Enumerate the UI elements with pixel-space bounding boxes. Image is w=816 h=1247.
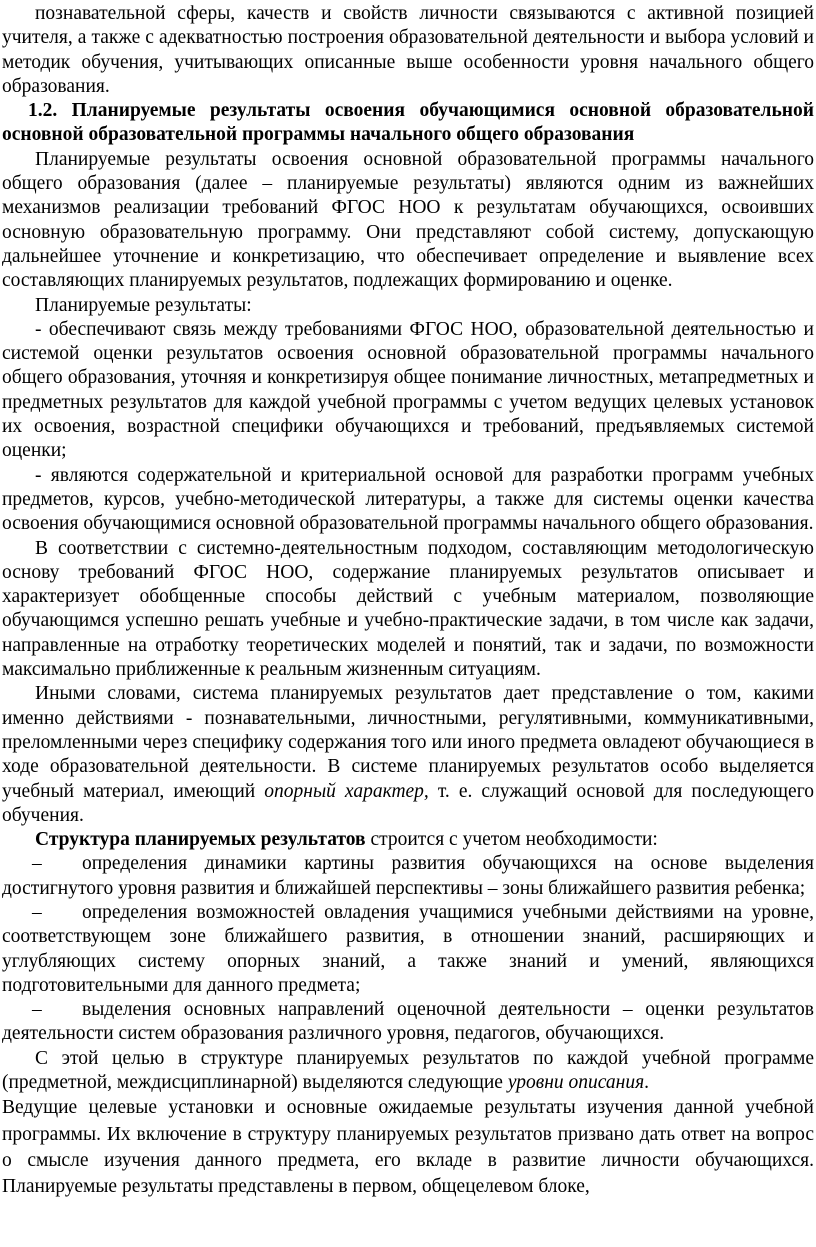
- paragraph-7: [2, 828, 814, 852]
- paragraph-6-text-a: Иными словами, система планируемых результатов дает представление о том, какими именно действиями - познавательными, личностными, регулятивными, коммуникативными, преломленными через специфику содержания того или иного предмета овладеют обучающиеся в ходе образовательной деятельности. В системе планируемых результатов особо выделяется учебный материал, имеющий: [2, 683, 814, 802]
- tail-paragraph: Ведущие целевые установки и основные ожидаемые результаты изучения данной учебной программы. Их включение в структуру планируемых результатов призвано дать ответ на вопрос о смысле изучения данного предмета, его вкладе в развитие личности обучающихся. Планируемые результаты представлены в первом, общецелевом блоке,: [2, 1097, 814, 1198]
- structure-bold: Структура планируемых результатов: [35, 829, 366, 851]
- paragraph-6-text-b: т. е. служащий основой для последующего обучения.: [2, 780, 814, 826]
- dash-item-3-text: выделения основных направлений оценочной деятельности – оценки результатов деятельности систем образования различного уровня, педагогов, обучающихся.: [2, 999, 814, 1045]
- intro-paragraph: познавательной сферы, качеств и свойств личности связываются с активной позицией учителя, а также с адекватностью построения образовательной деятельности и выбора условий и методик обучения, учитывающих описанные выше особенности уровня начального общего образования.: [2, 3, 814, 97]
- paragraph-7-rest: строится с учетом необходимости:: [365, 829, 658, 851]
- dash-mark: –: [32, 999, 42, 1021]
- dash-mark: –: [32, 901, 42, 923]
- paragraph-6-emphasis: опорный характер,: [264, 780, 429, 802]
- dash-item-1: [2, 852, 814, 901]
- section-heading: 1.2. Планируемые результаты освоения обучающимися основной образовательной основной образовательной программы начального общего образования: [2, 100, 814, 146]
- paragraph-1: Планируемые результаты освоения основной образовательной программы начального общего образования (далее – планируемые результаты) являются одним из важнейших механизмов реализации требований ФГОС НОО к результатам обучающихся, освоивших основную образовательную программу. Они представляют собой систему, допускающую дальнейшее уточнение и конкретизацию, что обеспечивает определение и выявление всех составляющих планируемых результатов, подлежащих формированию и оценке.: [2, 148, 814, 292]
- paragraph-2: Планируемые результаты:: [35, 294, 252, 316]
- paragraph-4: - являются содержательной и критериальной основой для разработки программ учебных предметов, курсов, учебно-методической литературы, а также для системы оценки качества освоения обучающимися основной образовательной программы начального общего образования.: [2, 464, 814, 535]
- dash-item-1-text: определения динамики картины развития обучающихся на основе выделения достигнутого уровня развития и ближайшей перспективы – зоны ближайшего развития ребенка;: [2, 853, 814, 899]
- paragraph-8-emphasis: уровни описания: [507, 1072, 645, 1094]
- paragraph-8: [2, 1047, 814, 1096]
- paragraph-3: - обеспечивают связь между требованиями ФГОС НОО, образовательной деятельностью и системой оценки результатов освоения основной образовательной программы начального общего образования, уточняя и конкретизируя общее понимание личностных, метапредметных и предметных результатов для каждой учебной программы с учетом ведущих целевых установок их освоения, возрастной специфики обучающихся и требований, предъявляемых системой оценки;: [2, 318, 814, 462]
- dash-item-3: [2, 998, 814, 1047]
- paragraph-8-text-a: С этой целью в структуре планируемых результатов по каждой учебной программе (предметной, междисциплинарной) выделяются следующие: [2, 1047, 814, 1094]
- paragraph-5: В соответствии с системно-деятельностным подходом, составляющим методологическую основу требований ФГОС НОО, содержание планируемых результатов описывает и характеризует обобщенные способы действий с учебным материалом, позволяющие обучающимся успешно решать учебные и учебно-практические задачи, в том числе как задачи, направленные на отработку теоретических моделей и понятий, так и задачи, по возможности максимально приближенные к реальным жизненным ситуациям.: [2, 537, 814, 681]
- paragraph-6: [2, 682, 814, 828]
- dash-mark: –: [32, 853, 42, 875]
- paragraph-8-text-b: .: [644, 1072, 650, 1094]
- dash-item-2: [2, 901, 814, 998]
- dash-item-2-text: определения возможностей овладения учащимися учебными действиями на уровне, соответствующем зоне ближайшего развития, в отношении знаний, расширяющих и углубляющих систему опорных знаний, а также знаний и умений, являющихся подготовительными для данного предмета;: [2, 901, 814, 996]
